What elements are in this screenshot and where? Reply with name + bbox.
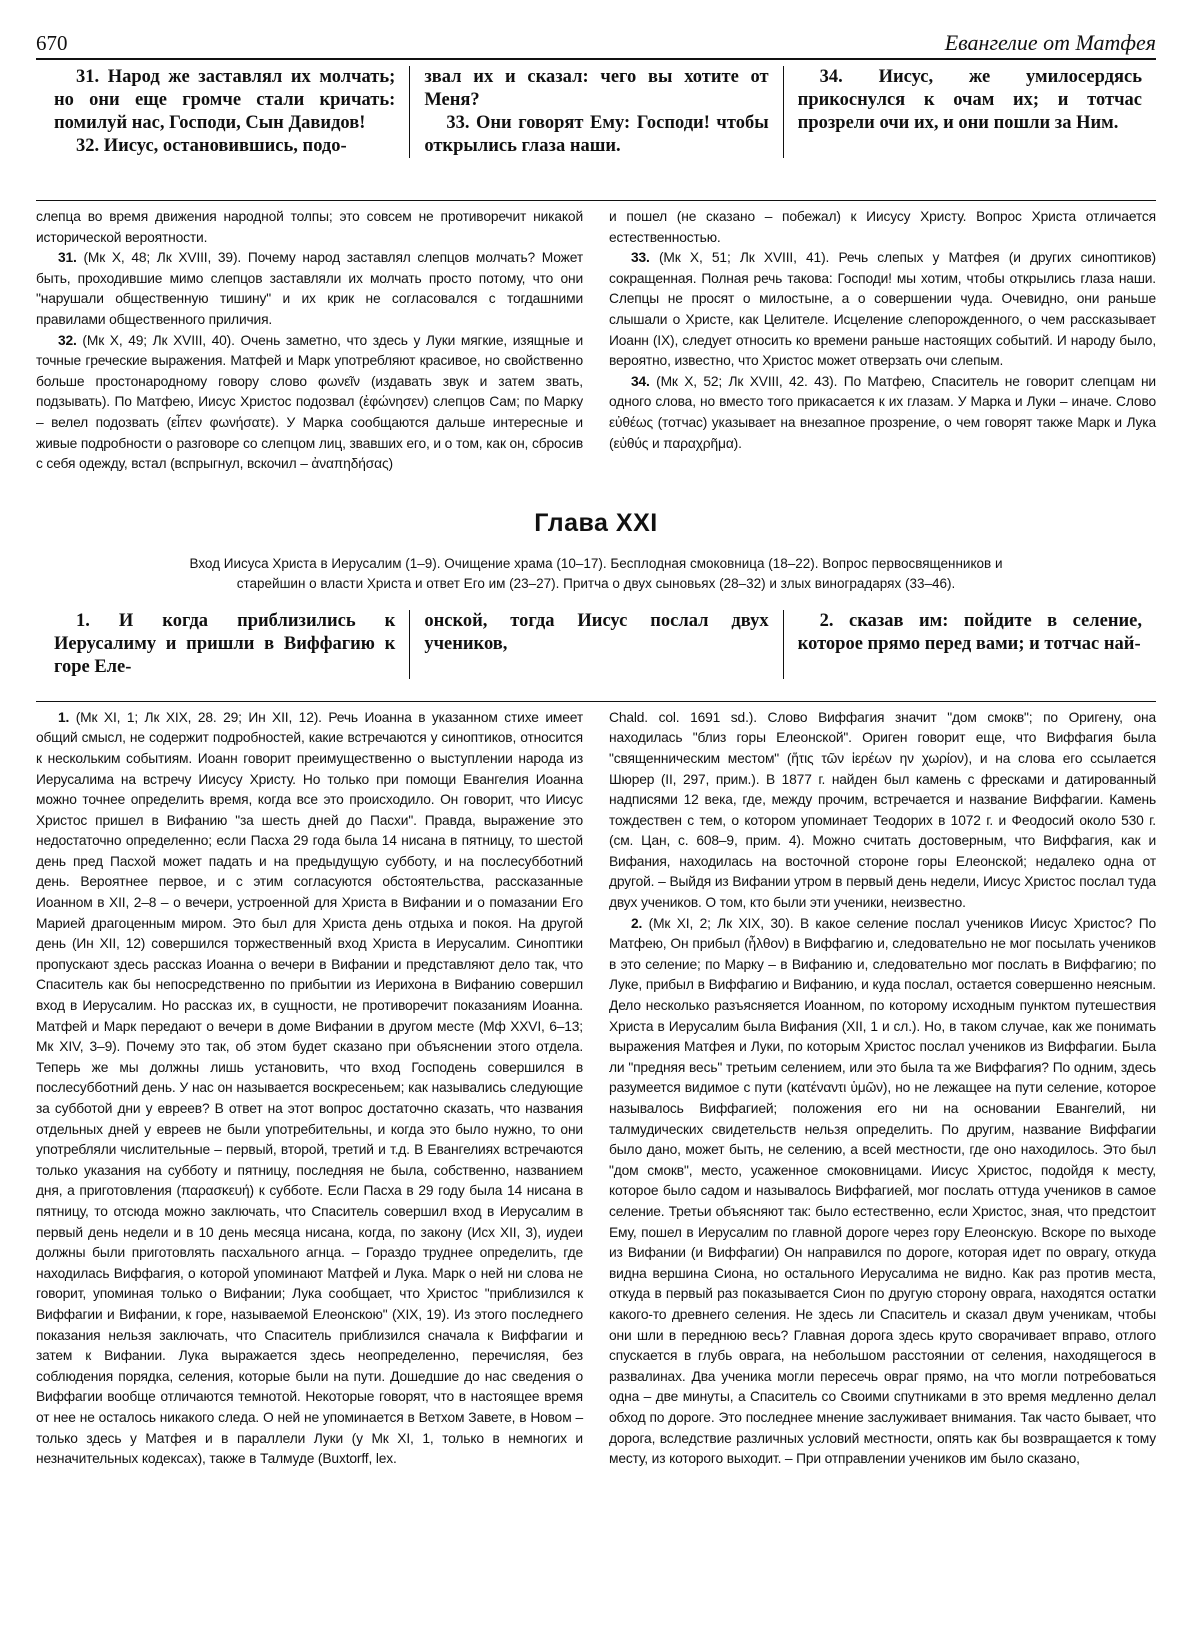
commentary-text: Chald. col. 1691 sd.). Слово Виффагия значит "дом смокв"; по Оригену, она находилась "близ горы Елеонской". Ориген говорит еще, что Виффагия была "священническим местом" (ἥτις τῶν ἱερέων ην χωρίον), и на слова его ссылается Шюрер (II, 297, прим.). В 1877 г. найден был камень с фресками и датированный надписями 12 века, где, между прочим, встречается и название Виффагии. Камень тождествен с тем, о котором упоминает Теодорих в 1072 г. и Феодосий около 530 г. (см. Цан, с. 608–9, прим. 4). Можно считать достоверным, что Виффагия, как и Вифания, находилась на восточной стороне горы Елеонской; недалеко одна от другой. – Выйдя из Вифании утром в первый день недели, Иисус Христос послал туда двух учеников. О том, кто были эти ученики, неизвестно.: [609, 709, 1156, 911]
verse-number: 32.: [58, 332, 77, 348]
book-page: [36, 18, 1156, 1470]
verse-column-1: [36, 610, 409, 679]
commentary-paragraph: [609, 248, 1156, 372]
commentary-top: [36, 207, 1156, 475]
divider: [36, 701, 1156, 702]
verse-number: 34.: [631, 373, 650, 389]
verse-column-2: [409, 610, 782, 679]
commentary-paragraph: [36, 331, 583, 475]
page-number: 670: [36, 31, 68, 55]
commentary-bottom: [36, 708, 1156, 1470]
verse-33: 33. Они говорят Ему: Господи! чтобы открылись глаза наши.: [424, 113, 769, 156]
commentary-paragraph: [36, 708, 583, 1470]
commentary-paragraph: [609, 372, 1156, 454]
verse-number: 1.: [58, 709, 70, 725]
verse-column-2: [409, 66, 782, 158]
verse-number: 2.: [631, 915, 643, 931]
verse-2: 2. сказав им: пойдите в селение, которое прямо перед вами; и тотчас най-: [797, 610, 1142, 654]
commentary-paragraph: [36, 248, 583, 330]
commentary-bottom-left: [36, 708, 583, 1470]
verse-1: 1. И когда приблизились к Иерусалиму и пришли в Виффагию к горе Еле-: [54, 610, 396, 677]
commentary-bottom-right: [609, 708, 1156, 1470]
commentary-top-left: [36, 207, 583, 475]
commentary-paragraph: [36, 207, 583, 248]
commentary-paragraph: [609, 708, 1156, 914]
chapter-title: Глава XXI: [534, 508, 658, 537]
commentary-text: (Мк XI, 1; Лк XIX, 28. 29; Ин XII, 12). Речь Иоанна в указанном стихе имеет общий смысл, не содержит подробностей, какие встречаются у синоптиков, относится к нескольким событиям. Иоанн говорит преимущественно о выступлении народа из Иерусалима на встречу Иисусу Христу. Но только при помощи Евангелия Иоанна можно точнее определить время, когда все это происходило. Он говорит, что Иисус Христос пришел в Вифанию "за шесть дней до Пасхи". Правда, выражение это недостаточно определенно; если Пасха 29 года была 14 нисана в пятницу, то шестой день пред Пасхой может падать и на предыдущую субботу, и на послесубботний день. Вероятнее первое, и с этим согласуются обстоятельства, рассказанные Иоанном в XII, 2–8 – о вечери, устроенной для Христа в Вифании и о помазании Его Марией драгоценным миром. Это был для Христа день отдыха и покоя. На другой день (Ин XII, 12) совершился торжественный вход Христа в Иерусалим. Синоптики пропускают здесь рассказ Иоанна о вечери в Вифании и представляют дело так, что Спаситель как бы непосредственно по прибытии из Иерихона в Вифанию совершил вход в Иерусалим. Но рассказ их, в сущности, не противоречит показаниям Иоанна. Матфей и Марк передают о вечери в доме Вифании в другом месте (Мф XXVI, 6–13; Мк XIV, 3–9). Почему это так, об этом будет сказано при объяснении этого отдела. Теперь же мы должны лишь установить, что вход Господень совершился в послесубботний день. У нас он называется воскресеньем; как назывались следующие за субботой дни у евреев? В ответ на этот вопрос достаточно сказать, что названия отдельных дней у евреев не были употребительны, и когда это было нужно, то они употребляли числительные – первый, второй, третий и т.д. В Евангелиях встречаются только указания на субботу и пятницу, последняя не была, собственно, названием дня, а приготовления (παρασκευή) к субботе. Если Пасха в 29 году была 14 нисана в пятницу, то отсюда можно заключать, что Спаситель совершил вход в Иерусалим в первый день недели и в 10 день месяца нисана, когда, по закону (Исх XII, 3), иудеи должны были приготовлять пасхального агнца. – Гораздо труднее определить, где находилась Виффагия, о которой упоминают Матфей и Лука. Марк о ней ни слова не говорит, упоминая только о Вифании; Лука сообщает, что Христос "приблизился к Виффагии и Вифании, к горе, называемой Елеонскою" (XIX, 19). Из этого последнего показания нельзя заключать, что Спаситель приблизился сначала к Виффагии и затем к Вифании. Лука выражается здесь неопределенно, перечисляя, без соблюдения порядка, селения, которые были на пути. Дошедшие до нас сведения о Виффагии вообще отличаются темнотой. Некоторые говорят, что в настоящее время от нее не осталось никакого следа. О ней не упоминается в Ветхом Завете, в Новом – только здесь у Матфея и в параллели Луки (у Мк XI, 1, только в немногих и незначительных кодексах), также в Талмуде (Buxtorff, lex.: [36, 709, 583, 1467]
page-header: [36, 18, 1156, 60]
verse-32: 32. Иисус, остановившись, подо-: [76, 136, 347, 156]
commentary-text: (Мк X, 48; Лк XVIII, 39). Почему народ заставлял слепцов молчать? Может быть, проходившие мимо слепцов заставляли их молчать просто потому, что они "нарушали общественную тишину" и их крик не согласовался с тогдашними правилами общественного приличия.: [36, 250, 583, 327]
commentary-top-right: [609, 207, 1156, 475]
verse-34: 34. Иисус, же умилосердясь прикоснулся к очам их; и тотчас прозрели очи их, и они пошли за Ним.: [797, 67, 1142, 133]
chapter-summary: Вход Иисуса Христа в Иерусалим (1–9). Очищение храма (10–17). Бесплодная смоковница (18–22). Вопрос первосвященников и старейшин о власти Христа и ответ Его им (23–27). Притча о двух сыновьях (28–32) и злых виноградарях (33–46).: [189, 555, 1003, 591]
verse-number: 33.: [631, 250, 650, 266]
commentary-text: (Мк X, 52; Лк XVIII, 42. 43). По Матфею, Спаситель не говорит слепцам ни одного слова, но вместо того прикасается к их глазам. У Марка и Луки – иначе. Слово εὐθέως (тотчас) указывает на внезапное прозрение, о чем говорят также Марк и Лука (εὐθύς и παραχρῆμα).: [609, 373, 1156, 451]
scripture-verses-bottom: [36, 610, 1156, 679]
commentary-text: и пошел (не сказано – побежал) к Иисусу Христу. Вопрос Христа отличается естественностью.: [609, 209, 1156, 245]
running-title: Евангелие от Матфея: [944, 30, 1156, 55]
verse-32-cont: звал их и сказал: чего вы хотите от Меня?: [424, 67, 769, 110]
verse-column-3: [783, 610, 1156, 679]
verse-column-1: [36, 66, 409, 158]
commentary-text: (Мк X, 51; Лк XVIII, 41). Речь слепых у Матфея (и других синоптиков) сокращенная. Полная речь такова: Господи! мы хотим, чтобы открылись глаза наши. Слепцы не просят о милостыне, а о совершении чуда. Очевидно, они раньше слышали о Христе, как Целителе. Исцеление слепорожденного, о чем рассказывает Иоанн (IX), следует относить ко времени раньше настоящих событий. И народу было, вероятно, известно, что Христос может отверзать очи слепым.: [609, 250, 1156, 369]
divider: [36, 200, 1156, 201]
verse-number: 31.: [58, 250, 77, 266]
scripture-verses-top: [36, 66, 1156, 158]
commentary-text: (Мк XI, 2; Лк XIX, 30). В какое селение послал учеников Иисус Христос? По Матфею, Он прибыл (ἦλθον) в Виффагию и, следовательно не мог посылать учеников в это селение; по Марку – в Вифанию и, следовательно мог послать в Виффагию; по Луке, прибыл в Виффагию и Вифанию, и куда послал, остается совершенно неясным. Дело несколько разъясняется Иоанном, по которому исходным пунктом путешествия Христа в Иерусалим была Вифания (XII, 1 и сл.). Но, в таком случае, как же понимать выражения Матфея и Луки, по которым Христос послал учеников из Виффагии. Была ли "предняя весь" третьим селением, или это была та же Виффагия? По одним, здесь разумеется видимое с пути (κατέναντι ὑμῶν), но не лежащее на пути селение, которое называлось Виффагией; положения его ни на основании Евангелий, ни талмудических свидетельств нельзя определить. По другим, название Виффагии было дано, может быть, не селению, а всей местности, где оно находилось. Это был "дом смокв", место, усаженное смоковницами. Иисус Христос, подойдя к месту, которое было садом и называлось Виффагией, мог послать оттуда учеников в самое селение. Третьи объясняют так: было естественно, если Христос, зная, что предстоит Ему, пошел в Иерусалим по главной дороге через гору Елеонскую. Вскоре по выходе из Вифании (и Виффагии) Он направился по дороге, которая идет по оврагу, откуда видна вершина Сиона, но остального Иерусалима не видно. Как раз против места, откуда в первый раз показывается Сион по другую сторону оврага, находятся остатки какого-то древнего селения. Не здесь ли Спаситель и сказал двум ученикам, чтобы они шли в переднюю весь? Главная дорога здесь круто сворачивает вправо, отлого спускается в глубь оврага, на небольшом расстоянии от селения, находящегося в развалинах. Два ученика могли пересечь овраг прямо, на что могли потребоваться одна – две минуты, а Спаситель со Своими спутниками в это время медленно делал обход по дороге. Это последнее мнение заслуживает внимания. Так часто бывает, что дорога, вследствие различных условий местности, опять как бы возвращается к тому месту, из которого выходит. – При отправлении учеников им было сказано,: [609, 915, 1156, 1467]
commentary-text: слепца во время движения народной толпы; это совсем не противоречит никакой исторической вероятности.: [36, 209, 583, 245]
commentary-paragraph: [609, 207, 1156, 248]
verse-column-3: [783, 66, 1156, 158]
commentary-paragraph: [609, 914, 1156, 1470]
verse-1-cont: онской, тогда Иисус послал двух учеников,: [424, 610, 769, 654]
verse-31: 31. Народ же заставлял их молчать; но они еще громче стали кричать: помилуй нас, Господи, Сын Давидов!: [54, 67, 396, 133]
commentary-text: (Мк X, 49; Лк XVIII, 40). Очень заметно, что здесь у Луки мягкие, изящные и точные греческие выражения. Матфей и Марк употребляют красивое, но свойственно больше простонародному говору слово φωνεῖν (издавать звук и затем звать, подзывать). По Матфею, Иисус Христос подозвал (ἐφώνησεν) слепцов Сам; по Марку – велел подозвать (εἶπεν φωνήσατε). У Марка сообщаются дальше интересные и живые подробности о разговоре со слепцом лиц, звавших его, и о том, как он, сбросив с себя одежду, встал (вспрыгнул, вскочил – ἀναπηδήσας): [36, 332, 583, 472]
